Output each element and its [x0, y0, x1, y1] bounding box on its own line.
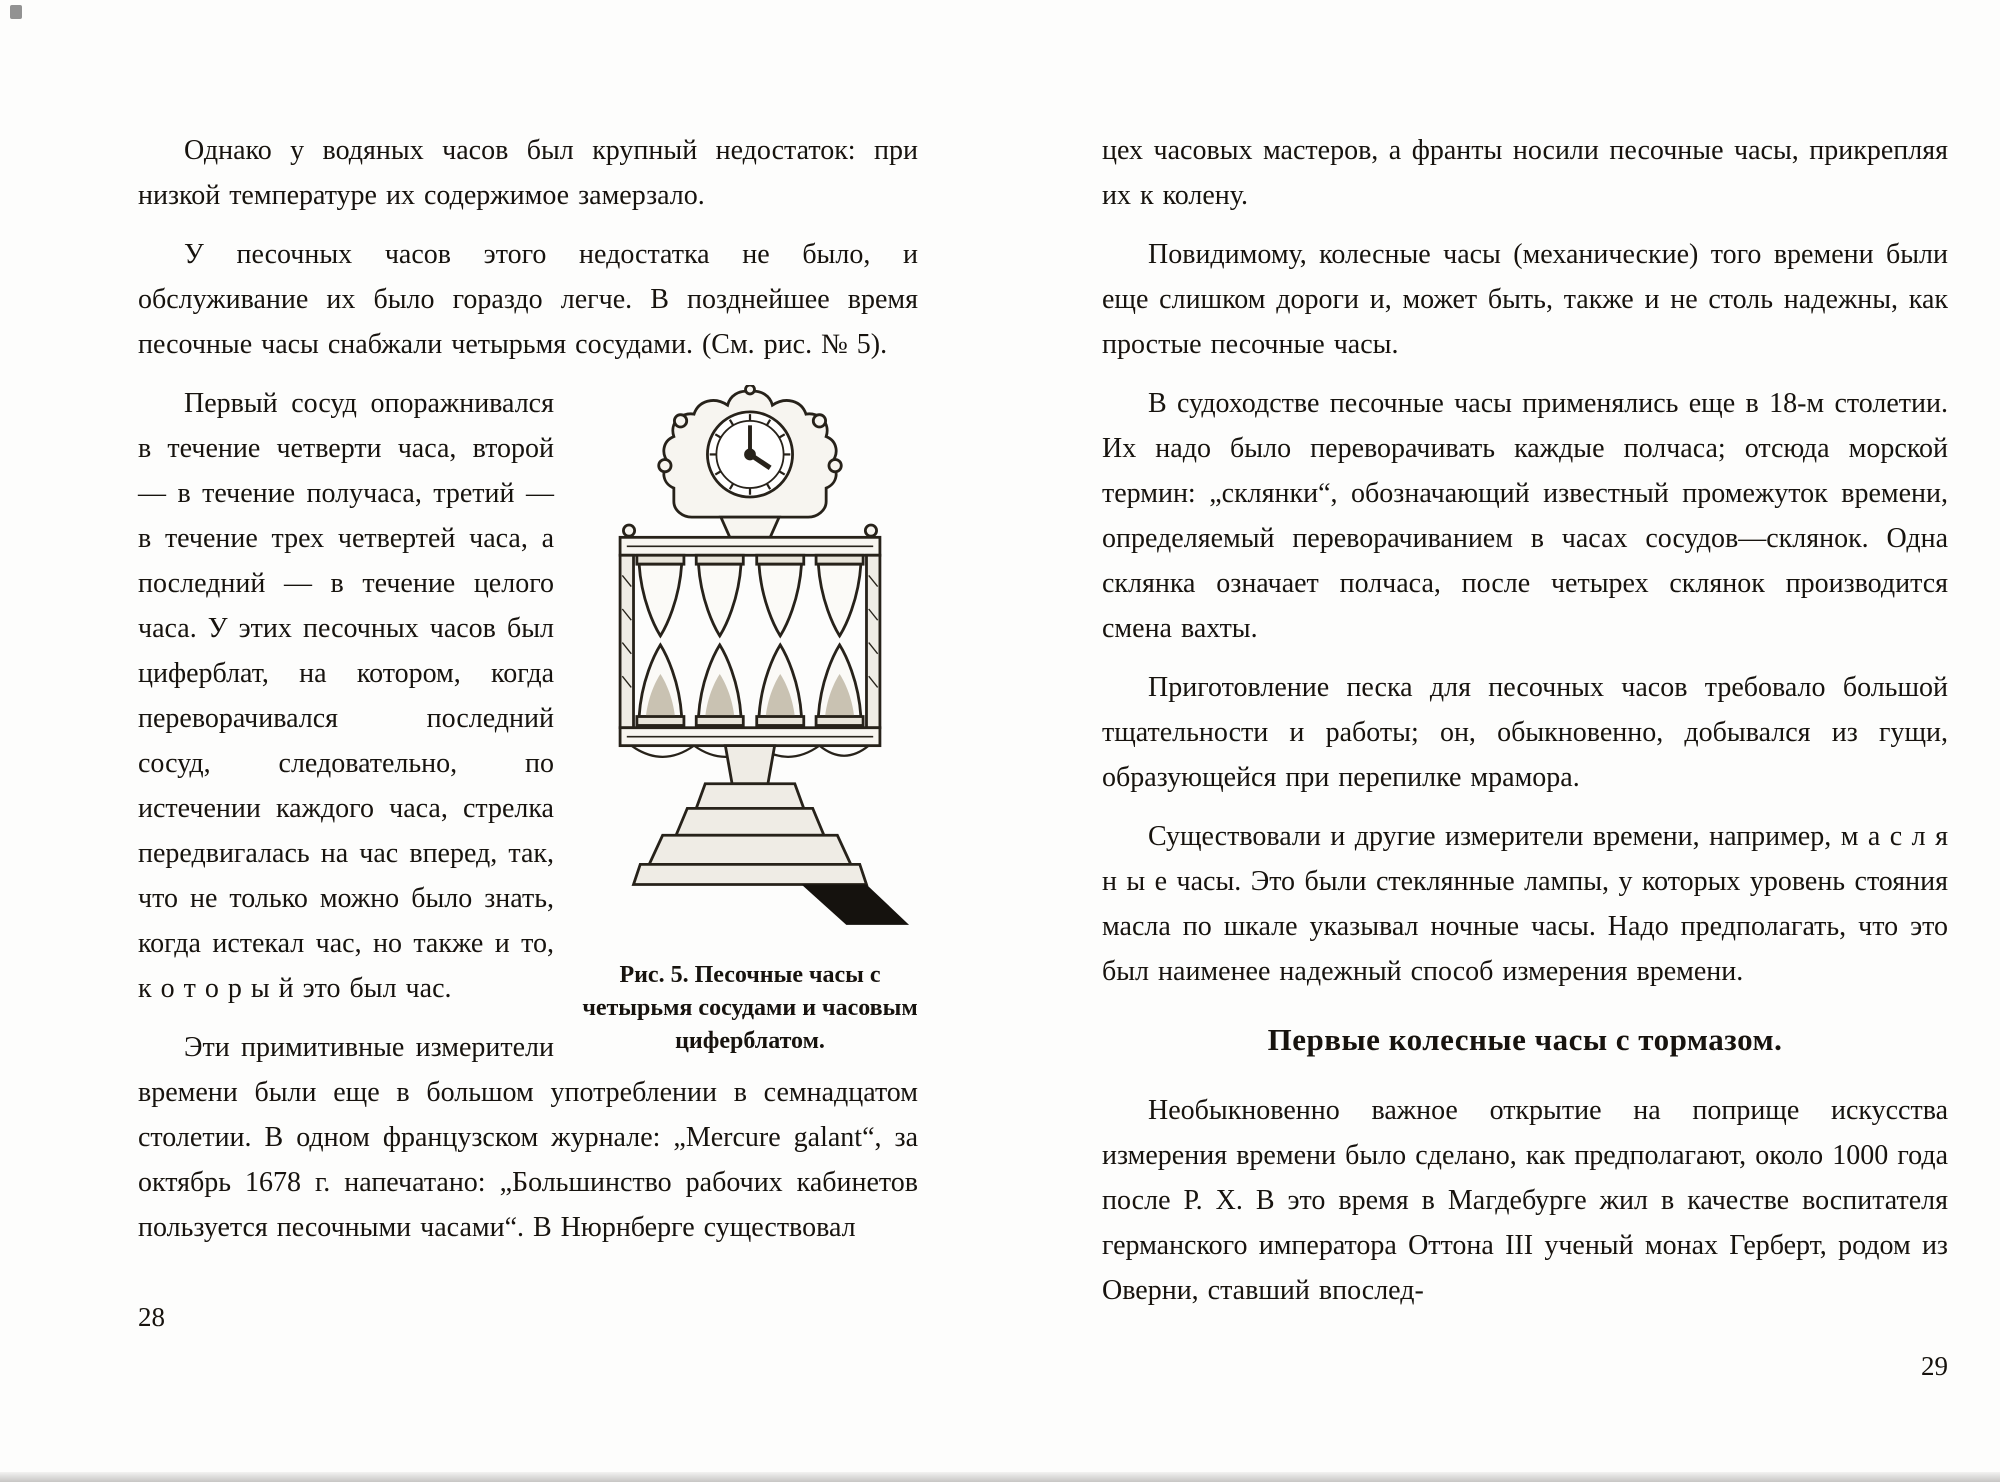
paragraph: В судоходстве песочные часы применялись еще в 18-м столетии. Их надо было переворачивать каждые полчаса; отсюда морской термин: „склянки“, обозначающий известный промежуток времени, определяемый переворачиванием в часах сосудов—склянок. Одна склянка означает полчаса, после четырех склянок производится смена вахты.: [1102, 388, 1948, 644]
paragraph: Приготовление песка для песочных часов требовало большой тщательности и работы; он, обыкновенно, добывался из гущи, образующейся при перепилке мрамора.: [1102, 672, 1948, 793]
page-left: [138, 128, 918, 1333]
paragraph: Существовали и другие измерители времени, например, м а с л я н ы е часы. Это были стеклянные лампы, у которых уровень стояния масла по шкале указывал ночные часы. Надо предполагать, что это был наименее надежный способ измерения времени.: [1102, 821, 1948, 987]
paragraph: Эти примитивные измерители времени были еще в большом употреблении в семнадцатом столетии. В одном французском журнале: „Mercure galant“, за октябрь 1678 г. напечатано: „Большинство рабочих кабинетов пользуется песочными часами“. В Нюрнберге существовал: [138, 1032, 918, 1243]
text-with-figure: [138, 381, 918, 1264]
hourglass-clock-illustration: [582, 385, 918, 945]
section-heading: Первые колесные часы с тормазом.: [1267, 1022, 1783, 1057]
scan-artifact: [10, 5, 22, 19]
page-number: 29: [1921, 1351, 1948, 1381]
paragraph: Необыкновенно важное открытие на поприще искусства измерения времени было сделано, как предполагают, около 1000 года после Р. Х. В это время в Магдебурге жил в качестве воспитателя германского императора Оттона III ученый монах Герберт, родом из Оверни, ставший впослед-: [1102, 1095, 1948, 1306]
page-right: [1102, 128, 1948, 1382]
paragraph: Первый сосуд опоражнивался в течение четверти часа, второй — в течение получаса, третий — в течение трех четвертей часа, а последний — в течение целого часа. У этих песочных часов был циферблат, на котором, когда переворачивался последний сосуд, следовательно, по истечении каждого часа, стрелка передвигалась на час вперед, так, что не только можно было знать, когда истекал час, но также и то, к о т о р ы й это был час.: [138, 388, 554, 1004]
paragraph: Однако у водяных часов был крупный недостаток: при низкой температуре их содержимое замерзало.: [138, 135, 918, 211]
page-number: 28: [138, 1302, 165, 1332]
scan-edge-shadow: [0, 1472, 2000, 1482]
figure-caption: Рис. 5. Песочные часы с четырьмя сосудами и часовым циферблатом.: [582, 962, 918, 1054]
paragraph: цех часовых мастеров, а франты носили песочные часы, прикрепляя их к колену.: [1102, 135, 1948, 211]
figure-hourglass-clock: [582, 385, 918, 1058]
paragraph: Повидимому, колесные часы (механические) того времени были еще слишком дороги и, может быть, также и не столь надежны, как простые песочные часы.: [1102, 239, 1948, 360]
paragraph: У песочных часов этого недостатка не было, и обслуживание их было гораздо легче. В позднейшее время песочные часы снабжали четырьмя сосудами. (См. рис. № 5).: [138, 239, 918, 360]
